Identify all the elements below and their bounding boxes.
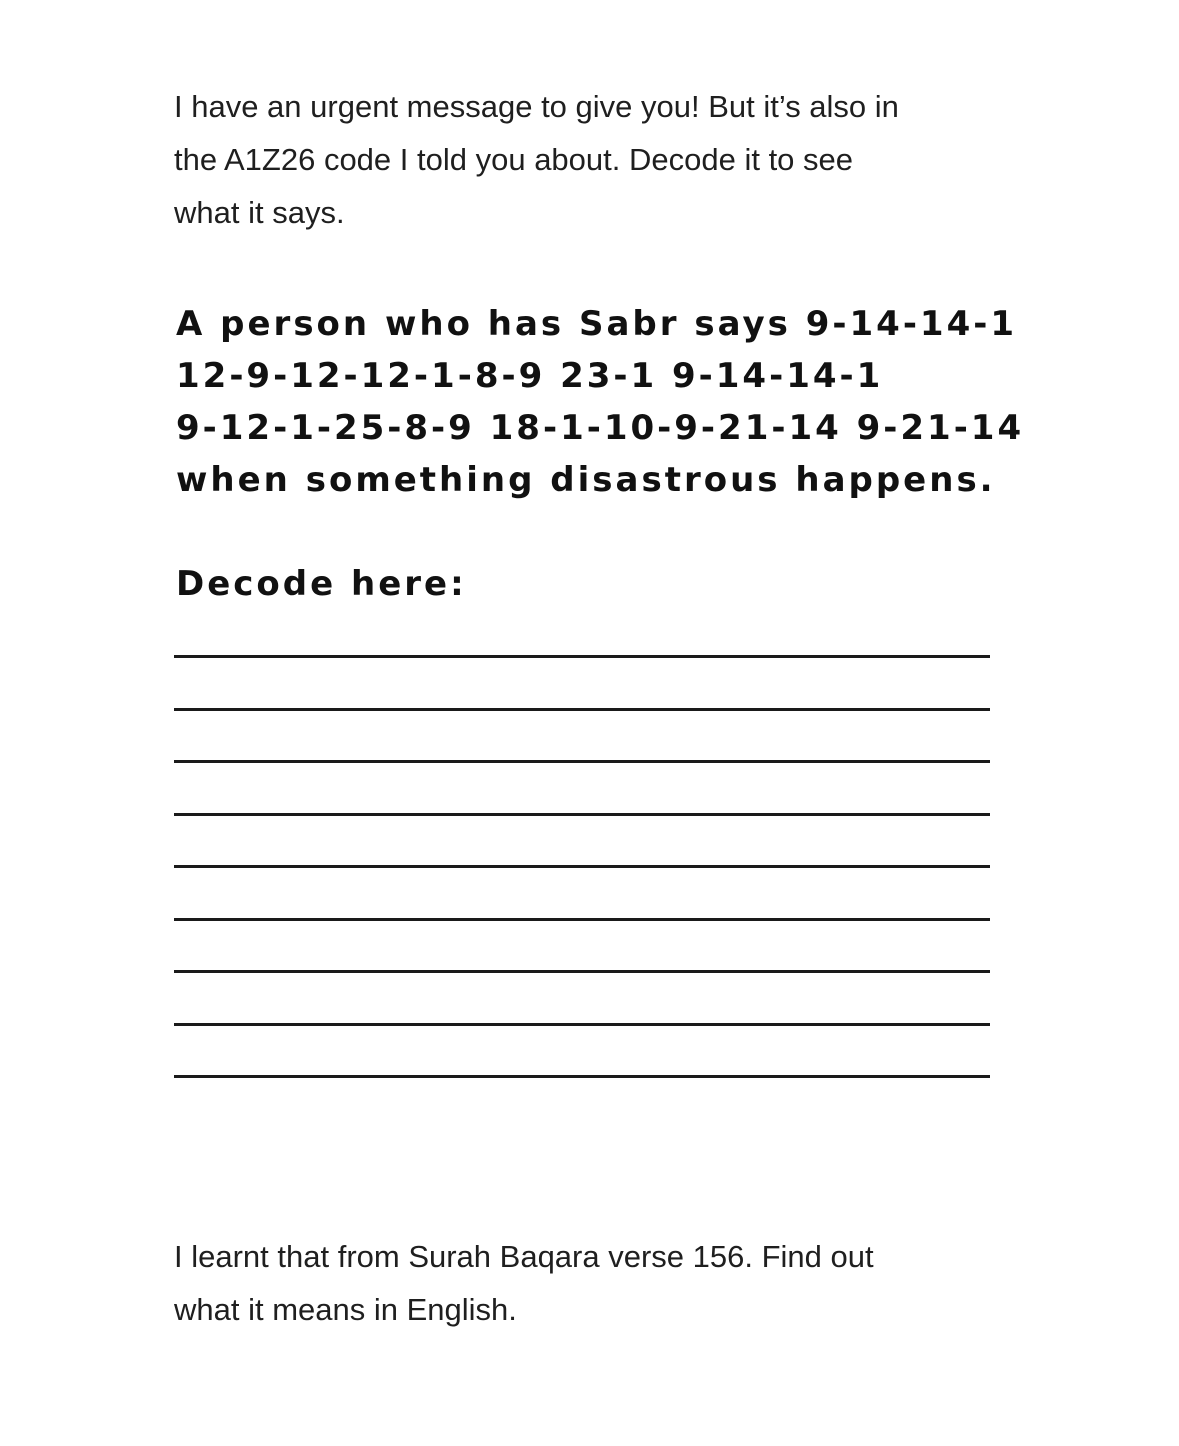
- answer-line[interactable]: [174, 970, 990, 973]
- answer-line[interactable]: [174, 1023, 990, 1026]
- answer-line[interactable]: [174, 918, 990, 921]
- answer-line[interactable]: [174, 655, 990, 658]
- intro-paragraph: [174, 80, 1014, 239]
- answer-line[interactable]: [174, 865, 990, 868]
- answer-line[interactable]: [174, 813, 990, 816]
- answer-line[interactable]: [174, 1075, 990, 1078]
- footer-paragraph: [174, 1230, 1014, 1336]
- intro-line: I have an urgent message to give you! But it’s also in: [174, 89, 899, 124]
- coded-line: 12-9-12-12-1-8-9 23-1 9-14-14-1: [176, 356, 884, 396]
- coded-line: A person who has Sabr says 9-14-14-1: [176, 304, 1018, 344]
- intro-line: the A1Z26 code I told you about. Decode it to see: [174, 142, 854, 177]
- footer-line: what it means in English.: [174, 1292, 517, 1327]
- footer-line: I learnt that from Surah Baqara verse 156. Find out: [174, 1239, 874, 1274]
- coded-line: when something disastrous happens.: [176, 460, 996, 500]
- answer-lines[interactable]: [174, 655, 990, 1128]
- answer-line[interactable]: [174, 708, 990, 711]
- coded-message: [176, 298, 1025, 506]
- intro-line: what it says.: [174, 195, 345, 230]
- answer-line[interactable]: [174, 760, 990, 763]
- coded-line: 9-12-1-25-8-9 18-1-10-9-21-14 9-21-14: [176, 408, 1025, 448]
- decode-label: Decode here:: [176, 564, 467, 604]
